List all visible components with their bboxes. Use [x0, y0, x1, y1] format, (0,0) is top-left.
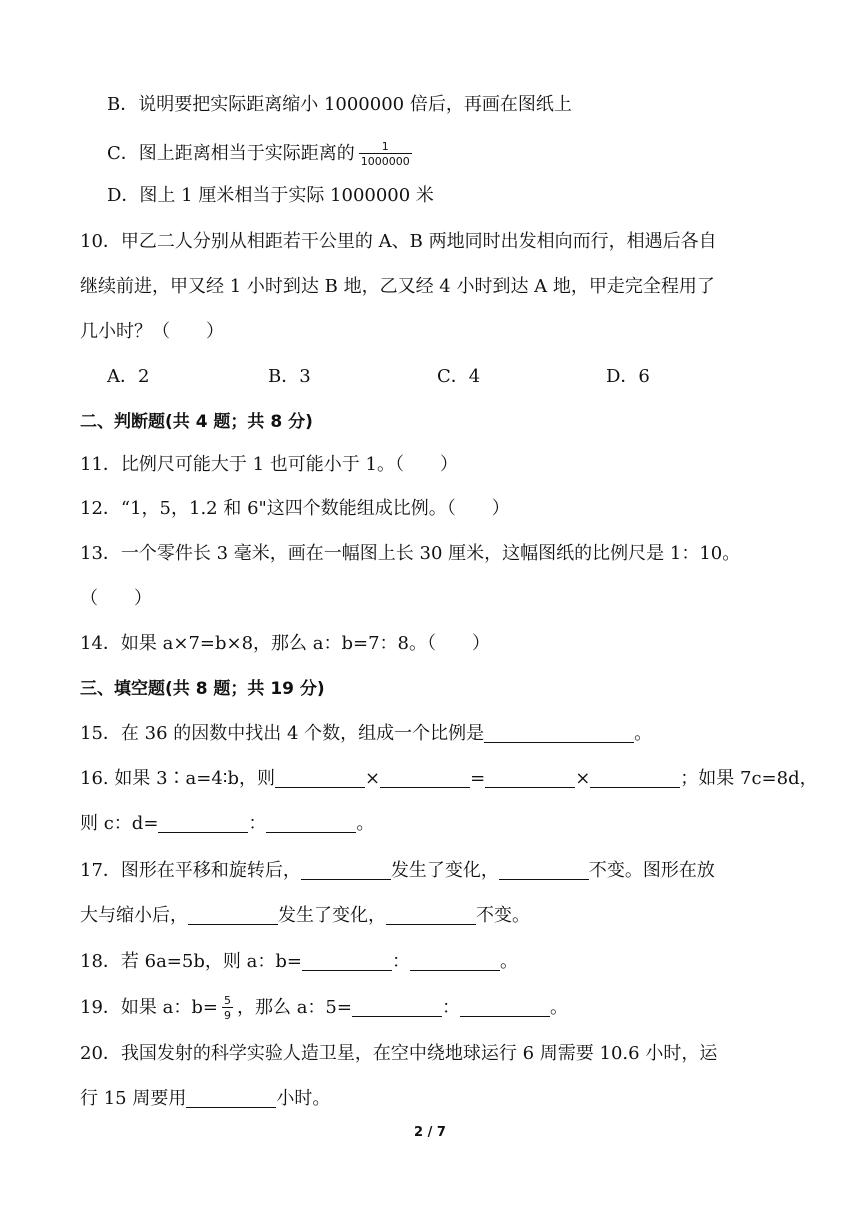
q17-mid-1: 发生了变化，	[390, 860, 499, 881]
q17-blank-2[interactable]	[499, 859, 589, 880]
q18-blank-2[interactable]	[410, 950, 500, 971]
q16-line-2-text: 则 c：d=	[80, 813, 159, 834]
q9-option-d: D．图上 1 厘米相当于实际 1000000 米	[107, 185, 434, 206]
q18-colon: ：	[391, 951, 410, 972]
q19-mid: ，那么 a：5=	[236, 997, 352, 1018]
q19-text: 19．如果 a：b=	[80, 997, 218, 1018]
q9-fraction	[359, 140, 412, 168]
q17-line-2-end: 不变。	[476, 905, 530, 926]
q19-fraction-denominator: 9	[223, 1009, 231, 1022]
q9-fraction-denominator: 1000000	[360, 155, 410, 168]
q17-blank-3[interactable]	[188, 904, 278, 925]
q9-fraction-numerator: 1	[381, 140, 389, 153]
q13-line-1: 13．一个零件长 3 毫米，画在一幅图上长 30 厘米，这幅图纸的比例尺是 1：10。	[80, 543, 741, 564]
q17-line-2	[80, 904, 530, 928]
q15	[80, 722, 652, 746]
q10-line-3: 几小时？（ ）	[80, 321, 224, 342]
q20-line-2	[80, 1087, 330, 1111]
q16-mid: ；如果 7c=8d，	[680, 768, 818, 789]
q16-blank-3[interactable]	[485, 767, 575, 788]
page-number: 2 / 7	[414, 1125, 446, 1140]
q16-text: 16. 如果 3∶a=4∶b，则	[80, 768, 275, 789]
q18-text: 18．若 6a=5b，则 a：b=	[80, 951, 302, 972]
q16-times-1: ×	[365, 768, 381, 789]
q19-colon: ：	[441, 997, 460, 1018]
q18	[80, 950, 518, 974]
q15-text: 15．在 36 的因数中找出 4 个数，组成一个比例是	[80, 723, 485, 744]
q9-option-c	[107, 140, 416, 168]
q17-line-2-text: 大与缩小后，	[80, 905, 188, 926]
q17-text: 17．图形在平移和旋转后，	[80, 860, 301, 881]
q18-end: 。	[499, 951, 518, 972]
q16-blank-1[interactable]	[275, 767, 365, 788]
section-2-title: 二、判断题(共 4 题；共 8 分)	[80, 412, 313, 432]
q16-blank-5[interactable]	[158, 812, 248, 833]
q17-blank-1[interactable]	[301, 859, 391, 880]
q14: 14．如果 a×7=b×8，那么 a：b=7：8。（ ）	[80, 633, 490, 654]
q10-option-b: B．3	[268, 366, 311, 387]
q16-blank-6[interactable]	[266, 812, 356, 833]
q15-end: 。	[634, 723, 653, 744]
q16-line-1	[80, 767, 818, 791]
q10-option-c: C．4	[437, 366, 481, 387]
q15-answer-blank[interactable]	[484, 722, 634, 743]
q19	[80, 994, 568, 1022]
q13-line-2: （ ）	[80, 588, 152, 609]
q16-blank-4[interactable]	[590, 767, 680, 788]
q18-blank-1[interactable]	[302, 950, 392, 971]
q20-blank[interactable]	[186, 1087, 276, 1108]
q17-mid-2: 不变。图形在放	[588, 860, 715, 881]
q10-option-d: D．6	[606, 366, 650, 387]
q20-line-2-end: 小时。	[276, 1088, 331, 1109]
q17-line-1	[80, 859, 715, 883]
q16-equals: =	[470, 768, 486, 789]
q12: 12．“1，5，1.2 和 6"这四个数能组成比例。（ ）	[80, 498, 510, 519]
q16-colon: ：	[248, 813, 267, 834]
q19-fraction-numerator: 5	[223, 994, 231, 1007]
q19-blank-1[interactable]	[352, 996, 442, 1017]
q19-fraction	[222, 994, 233, 1022]
q20-line-1: 20．我国发射的科学实验人造卫星，在空中绕地球运行 6 周需要 10.6 小时，运	[80, 1043, 718, 1064]
q10-line-1: 10．甲乙二人分别从相距若干公里的 A、B 两地同时出发相向而行，相遇后各自	[80, 231, 717, 252]
q16-blank-2[interactable]	[380, 767, 470, 788]
q10-line-2: 继续前进，甲又经 1 小时到达 B 地，乙又经 4 小时到达 A 地，甲走完全程用了	[80, 276, 715, 297]
q19-blank-2[interactable]	[460, 996, 550, 1017]
q16-end: 。	[356, 813, 375, 834]
q11: 11．比例尺可能大于 1 也可能小于 1。（ ）	[80, 454, 458, 475]
section-3-title: 三、填空题(共 8 题；共 19 分)	[80, 679, 325, 699]
q16-line-2	[80, 812, 374, 836]
q19-end: 。	[549, 997, 568, 1018]
q10-option-a: A．2	[107, 366, 150, 387]
q16-times-2: ×	[575, 768, 591, 789]
q17-line-2-mid: 发生了变化，	[278, 905, 386, 926]
q17-blank-4[interactable]	[386, 904, 476, 925]
q9-option-b: B．说明要把实际距离缩小 1000000 倍后，再画在图纸上	[107, 94, 572, 115]
q20-line-2-text: 行 15 周要用	[80, 1088, 187, 1109]
q9-option-c-text: C．图上距离相当于实际距离的	[107, 143, 355, 164]
